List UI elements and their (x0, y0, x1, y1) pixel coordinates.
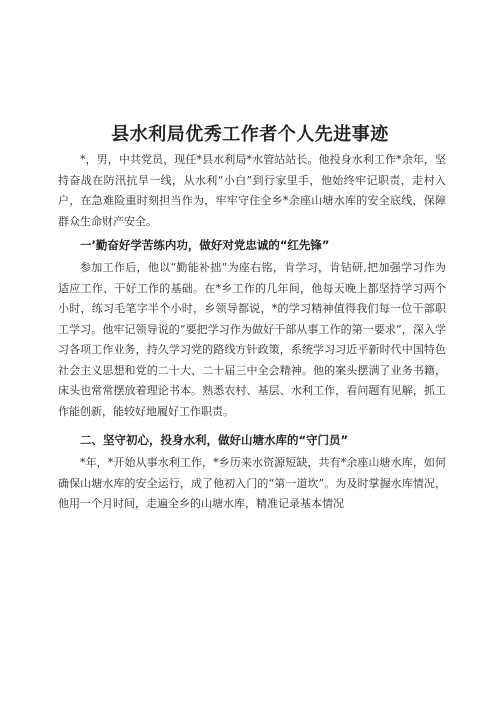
document-body (58, 150, 446, 515)
section-1-heading: 一’勤奋好学苦练内功，做好对党忠诚的“红先锋” (80, 238, 330, 252)
section-2-heading: 二、坚守初心，投身水利，做好山塘水库的“守门员” (80, 433, 349, 447)
intro-paragraph: *，男，中共党员，现任*县水利局*水管站站长。他投身水利工作*余年，坚持奋战在防汛抗旱一线，从水利“小白”到行家里手，他始终牢记职责，走村入户，在急难险重时刻担当作为，牢牢守住全乡*余座山塘水库的安全底线，保障群众生命财产安全。 (58, 153, 446, 228)
document-title: 县水利局优秀工作者个人先进事迹 (111, 124, 389, 145)
section-1-paragraph: 参加工作后，他以“勤能补拙”为座右铭，肯学习，肯钻研,把加强学习作为适应工作、干好工作的基础。在*乡工作的几年间，他每天晚上都坚持学习两个小时，练习毛笔字半个小时，乡领导都说，*的学习精神值得我们每一位干部职工学习。他牢记领导说的“要把学习作为做好干部从事工作的第一要求”，深入学习各项工作业务，持久学习党的路线方针政策，系统学习习近平新时代中国特色社会主义思想和党的二十大、二十届三中全会精神。他的案头摆满了业务书籍，床头也常常摆放着理论书本。熟悉农村、基层、水利工作，看问题有见解，抓工作能创新，能较好地履好工作职责。 (58, 261, 446, 418)
section-2-paragraph: *年，*开始从事水利工作，*乡历来水资源短缺，共有*余座山塘水库，如何确保山塘水库的安全运行，成了他初入门的“第一道坎”。为及时掌握水库情况，他用一个月时间，走遍全乡的山塘水库，精准记录基本情况 (58, 456, 446, 510)
